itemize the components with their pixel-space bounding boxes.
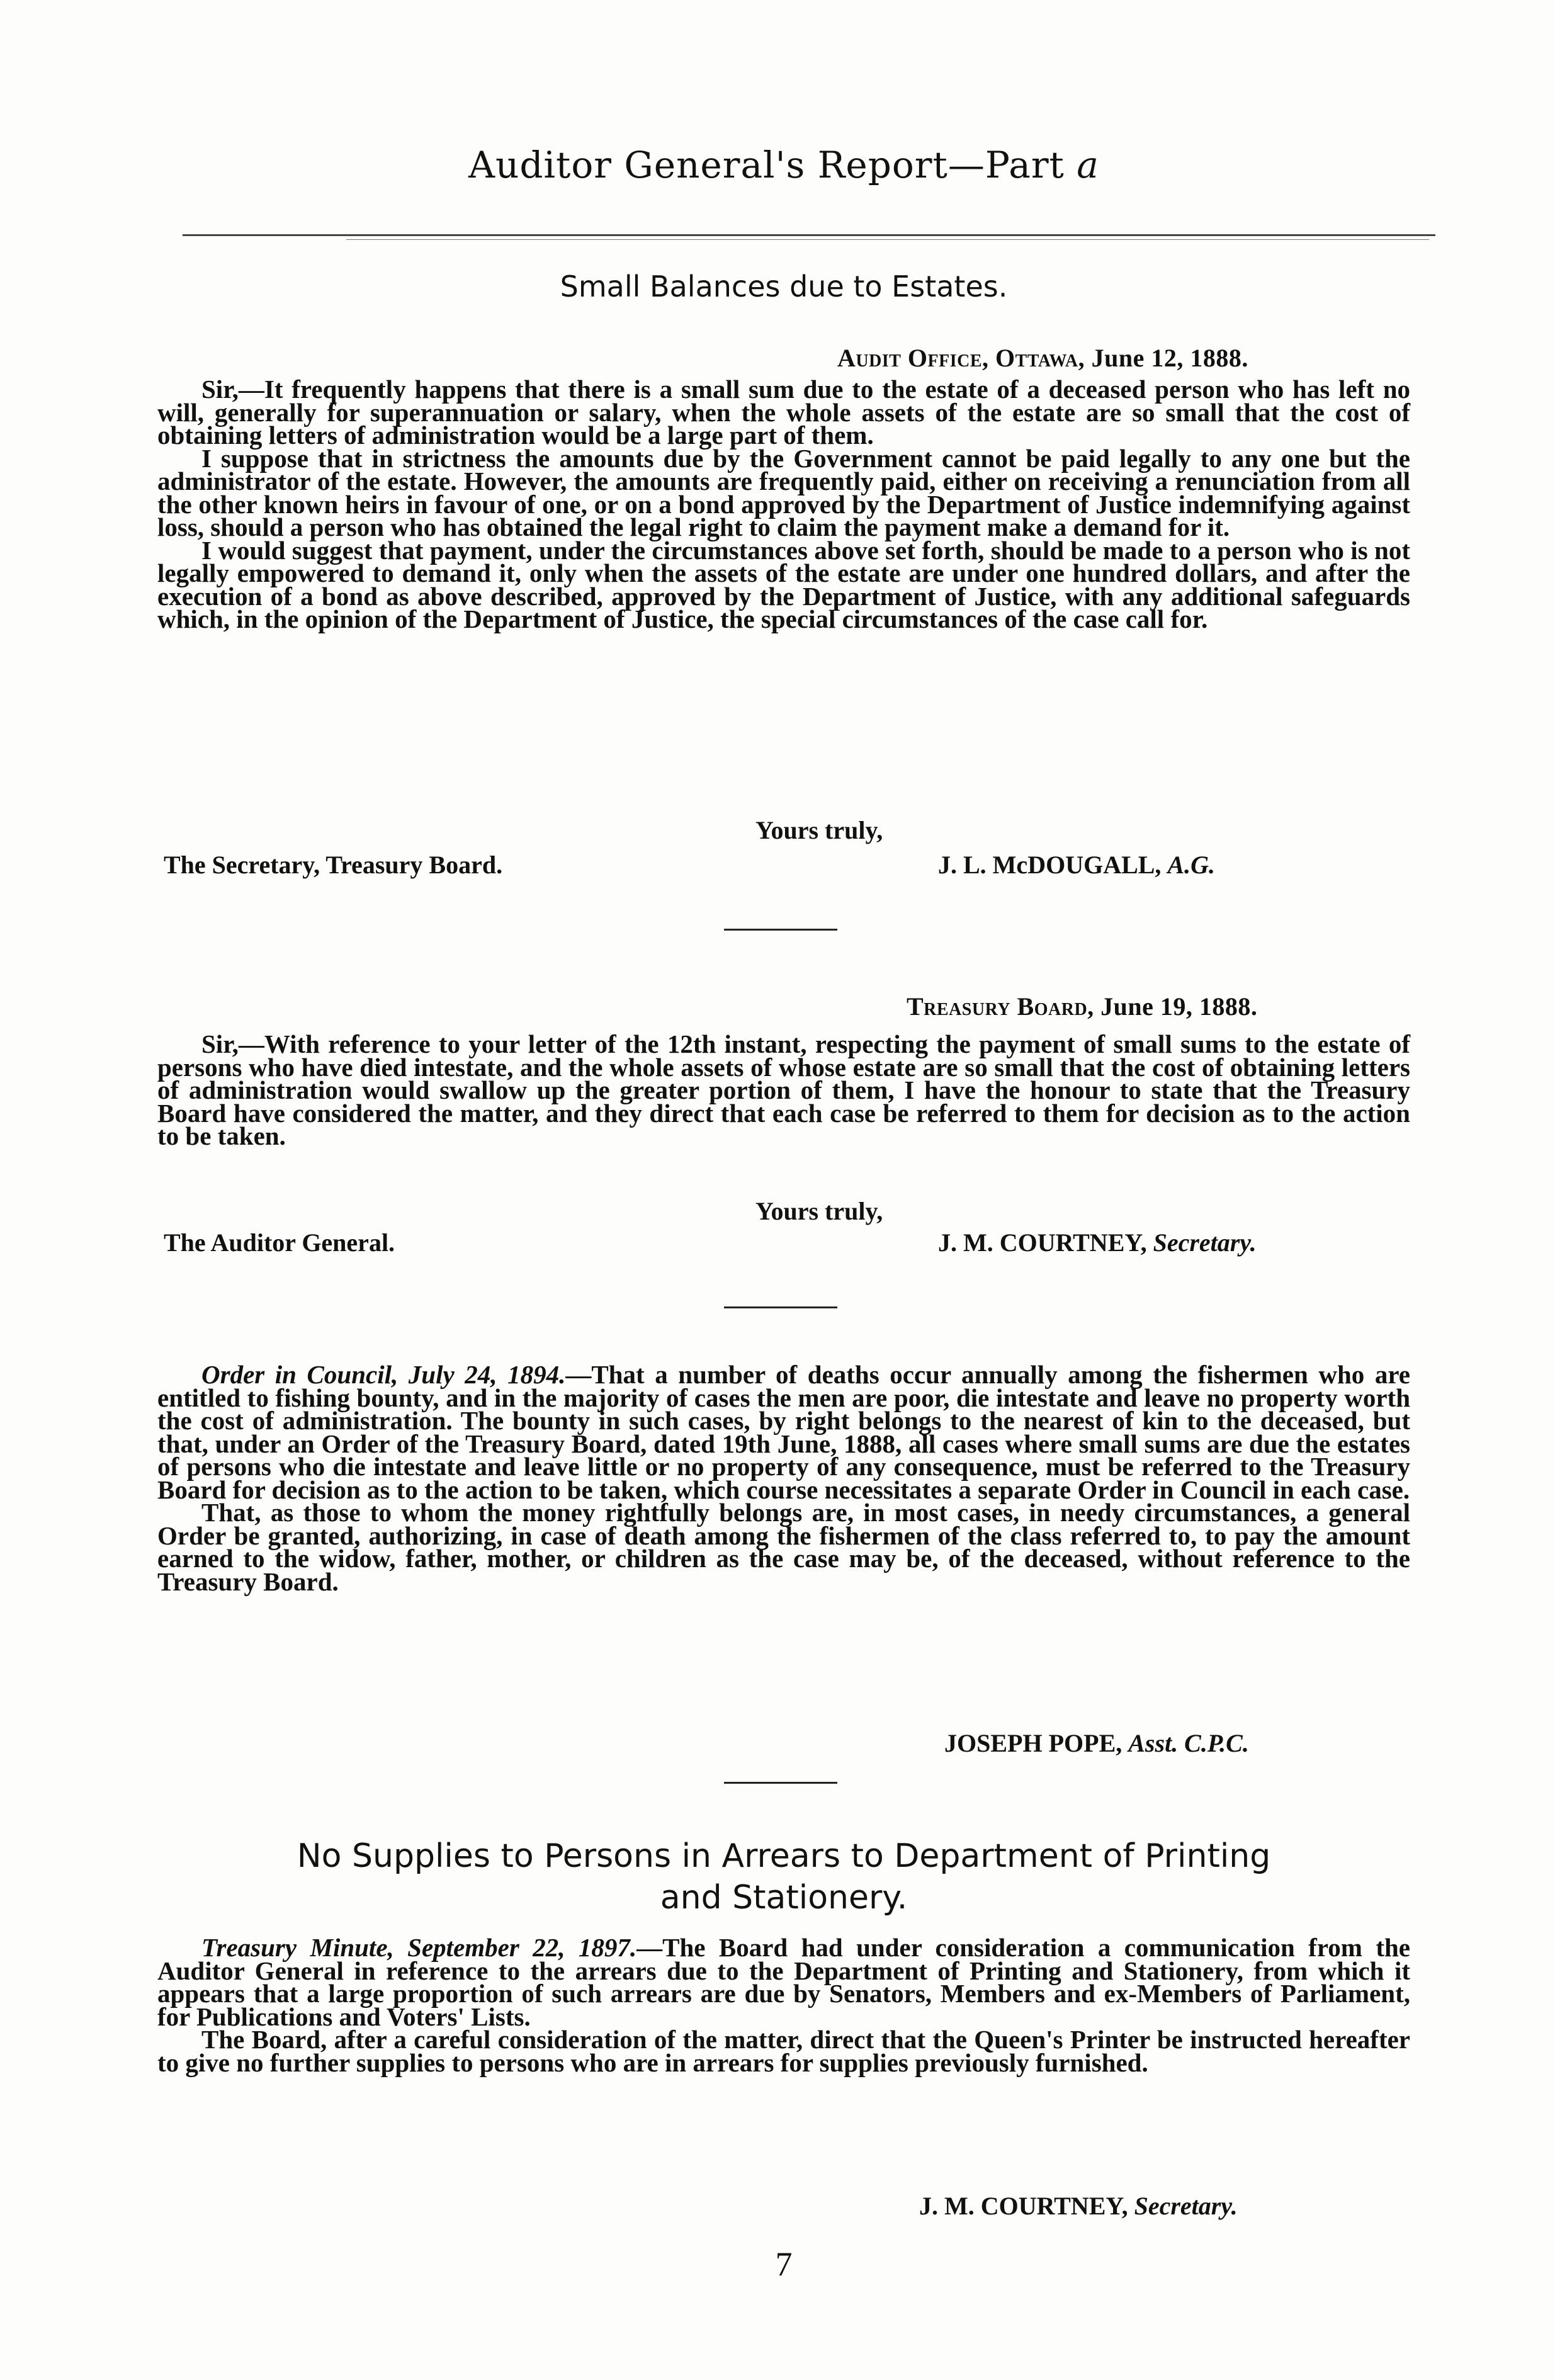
letter2-closing: Yours truly, bbox=[755, 1197, 883, 1225]
minute-lead: Treasury Minute, September 22, 1897. bbox=[201, 1933, 637, 1962]
letter1-body bbox=[157, 375, 1410, 633]
section-divider bbox=[724, 1782, 837, 1784]
letter1-place: Audit Office, Ottawa, bbox=[837, 344, 1085, 372]
order-paragraph bbox=[157, 1360, 1411, 1504]
letter2-signer-name: J. M. COURTNEY, bbox=[938, 1228, 1147, 1257]
header-rule-thin bbox=[346, 239, 1429, 240]
running-header-title: Auditor General's Report—Part bbox=[468, 144, 1065, 186]
order-signer bbox=[944, 1728, 1249, 1758]
order-signer-name: JOSEPH POPE, bbox=[944, 1729, 1122, 1757]
letter1-closing: Yours truly, bbox=[755, 816, 883, 844]
order-in-council-body bbox=[157, 1360, 1411, 1596]
header-rule bbox=[183, 234, 1435, 236]
letter2-dateline bbox=[907, 992, 1257, 1021]
letter1-paragraph: Sir,—It frequently happens that there is a small sum due to the estate of a deceased person who has left no will, generally for superannuation or salary, when the whole assets of the estate are so small that the cost of obtaining letters of administration would be a large part of them. bbox=[157, 375, 1410, 450]
letter2-addressee: The Auditor General. bbox=[164, 1228, 395, 1257]
letter2-body bbox=[157, 1029, 1410, 1150]
section-title-line-2: and Stationery. bbox=[660, 1879, 908, 1917]
section-title-line-1: No Supplies to Persons in Arrears to Department of Printing bbox=[297, 1837, 1271, 1875]
letter2-place: Treasury Board, bbox=[907, 992, 1094, 1021]
section-title-small-balances: Small Balances due to Estates. bbox=[560, 269, 1008, 303]
letter2-paragraph: Sir,—With reference to your letter of the 12th instant, respecting the payment of small sums to the estate of persons who have died intestate, and the whole assets of whose estate are so small that the cost of obtaining letters of administration would swallow up the greater portion of them, I have the honour to state that the Treasury Board have considered the matter, and they direct that each case be referred to them for decision as to the action to be taken. bbox=[157, 1029, 1410, 1150]
running-header bbox=[157, 144, 1410, 186]
letter1-dateline bbox=[837, 343, 1248, 373]
letter1-paragraph: I would suggest that payment, under the circumstances above set forth, should be made to a person who is not legally empowered to demand it, only when the assets of the estate are under one hundred dollars, and after the execution of a bond as above described, approved by the Department of Justice, with any additional safeguards which, in the opinion of the Department of Justice, the special circumstances of the case call for. bbox=[157, 535, 1410, 633]
order-text: —That a number of deaths occur annually among the fishermen who are entitled to fishing bounty, and in the majority of cases the men are poor, die intestate and leave no property worth the cost of administration. The bounty in such cases, by right belongs to the nearest of kin to the deceased, but that, under an Order of the Treasury Board, dated 19th June, 1888, all cases where small sums are due the estates of persons who die intestate and leave little or no property of any consequence, must be referred to the Treasury Board for decision as to the action to be taken, which course necessitates a separate Order in Council in each case. bbox=[157, 1360, 1411, 1504]
section-divider bbox=[724, 1306, 837, 1308]
letter1-addressee: The Secretary, Treasury Board. bbox=[164, 851, 503, 879]
page-number: 7 bbox=[775, 2245, 793, 2283]
section-divider bbox=[724, 929, 837, 931]
minute-text: —The Board had under consideration a communication from the Auditor General in reference to the arrears due to the Department of Printing and Stationery, from which it appears that a large proportion of such arrears are due by Senators, Members and ex-Members of Parliament, for Publications and Voters' Lists. bbox=[157, 1933, 1410, 2031]
order-paragraph: That, as those to whom the money rightfully belongs are, in most cases, in needy circumstances, a general Order be granted, authorizing, in case of death among the fishermen of the class referred to, to pay the amount earned to the widow, father, mother, or children as the case may be, of the deceased, without reference to the Treasury Board. bbox=[157, 1498, 1410, 1596]
minute-signer-title: Secretary. bbox=[1134, 2192, 1238, 2220]
order-lead: Order in Council, July 24, 1894. bbox=[201, 1360, 566, 1389]
letter1-paragraph: I suppose that in strictness the amounts due by the Government cannot be paid legally to any one but the administrator of the estate. However, the amounts are frequently paid, either on receiving a renunciation from all the other known heirs in favour of one, or on a bond approved by the Department of Justice indemnifying against loss, should a person who has obtained the legal right to claim the payment make a demand for it. bbox=[157, 443, 1410, 541]
minute-paragraph: The Board, after a careful consideration of the matter, direct that the Queen's Printer be instructed hereafter to give no further supplies to persons who are in arrears for supplies previously furnished. bbox=[157, 2025, 1410, 2077]
treasury-minute-body bbox=[157, 1933, 1410, 2077]
letter1-signer bbox=[938, 850, 1215, 880]
letter1-signer-name: J. L. McDOUGALL, bbox=[938, 851, 1162, 879]
letter1-date: June 12, 1888. bbox=[1091, 344, 1248, 372]
letter2-signer bbox=[938, 1228, 1257, 1257]
letter2-date: June 19, 1888. bbox=[1100, 992, 1258, 1021]
letter2-signer-title: Secretary. bbox=[1153, 1228, 1257, 1257]
minute-signer-name: J. M. COURTNEY, bbox=[919, 2192, 1128, 2220]
letter1-signer-title: A.G. bbox=[1167, 851, 1216, 879]
section-title-no-supplies bbox=[157, 1835, 1410, 1918]
minute-signer bbox=[919, 2191, 1238, 2221]
minute-paragraph bbox=[157, 1933, 1410, 2031]
running-header-part-letter: a bbox=[1077, 144, 1099, 186]
order-signer-title: Asst. C.P.C. bbox=[1128, 1729, 1249, 1757]
